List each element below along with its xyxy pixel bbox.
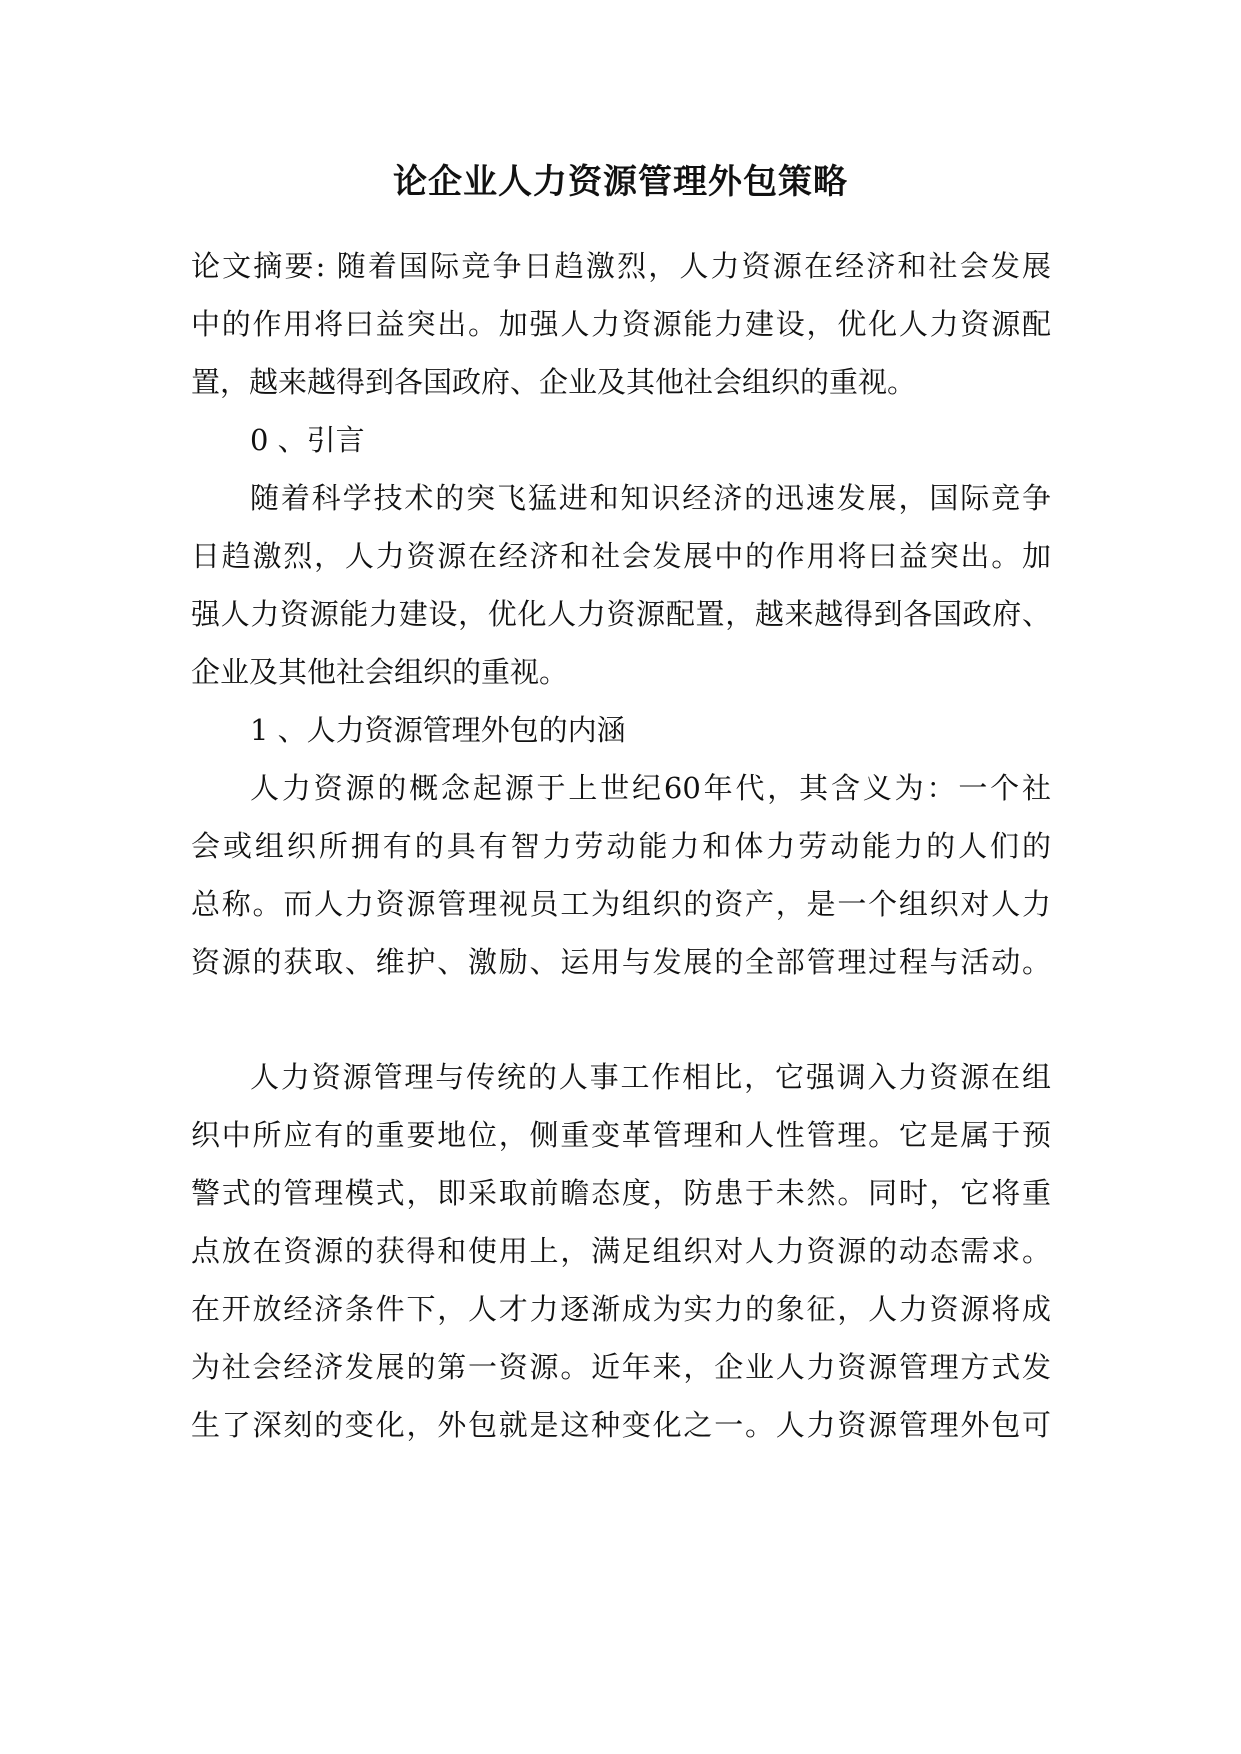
paragraph-line: 生了深刻的变化，外包就是这种变化之一。人力资源管理外包可 [191, 1408, 1051, 1442]
abstract-line-3: 置，越来越得到各国政府、企业及其他社会组织的重视。 [191, 365, 917, 399]
paragraph-line: 为社会经济发展的第一资源。近年来，企业人力资源管理方式发 [191, 1350, 1051, 1384]
paragraph-line: 人力资源的概念起源于上世纪60年代，其含义为：一个社 [250, 771, 1051, 805]
paragraph-line: 企业及其他社会组织的重视。 [191, 655, 569, 689]
paragraph-line: 日趋激烈，人力资源在经济和社会发展中的作用将曰益突出。加 [191, 539, 1051, 573]
abstract-line-1: 论文摘要: 随着国际竞争日趋激烈，人力资源在经济和社会发展 [191, 249, 1051, 283]
paragraph-line: 会或组织所拥有的具有智力劳动能力和体力劳动能力的人们的 [191, 829, 1051, 863]
paragraph-line: 点放在资源的获得和使用上，满足组织对人力资源的动态需求。 [191, 1234, 1051, 1268]
paragraph-line: 强人力资源能力建设，优化人力资源配置，越来越得到各国政府、 [191, 597, 1051, 631]
paragraph-line: 在开放经济条件下，人才力逐渐成为实力的象征，人力资源将成 [191, 1292, 1051, 1326]
paragraph-line: 总称。而人力资源管理视员工为组织的资产，是一个组织对人力 [191, 887, 1051, 921]
abstract-line-2: 中的作用将曰益突出。加强人力资源能力建设，优化人力资源配 [191, 307, 1051, 341]
section-heading-introduction: 0 、引言 [250, 423, 365, 457]
paragraph-line: 随着科学技术的突飞猛进和知识经济的迅速发展，国际竞争 [250, 481, 1051, 515]
paragraph-line: 警式的管理模式，即采取前瞻态度，防患于未然。同时，它将重 [191, 1176, 1051, 1210]
paragraph-line: 人力资源管理与传统的人事工作相比，它强调入力资源在组 [250, 1060, 1051, 1094]
section-heading-connotation: 1 、人力资源管理外包的内涵 [250, 713, 626, 747]
paragraph-line: 资源的获取、维护、激励、运用与发展的全部管理过程与活动。 [191, 945, 1051, 979]
paragraph-line: 织中所应有的重要地位，侧重变革管理和人性管理。它是属于预 [191, 1118, 1051, 1152]
document-title: 论企业人力资源管理外包策略 [393, 162, 848, 202]
